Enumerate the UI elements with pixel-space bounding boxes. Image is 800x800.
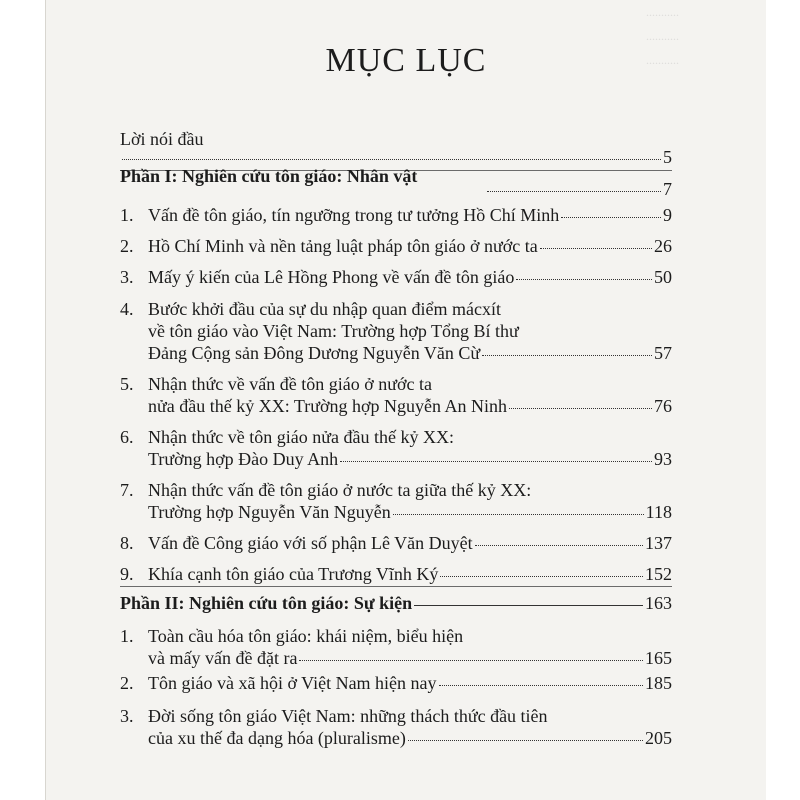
leader-dots — [440, 575, 643, 577]
toc-entry-cont — [120, 395, 672, 417]
entry-number: 5. — [120, 374, 134, 394]
entry-number: 3. — [120, 267, 134, 287]
book-page — [45, 0, 766, 800]
entry-page: 7 — [663, 179, 672, 199]
leader-dots — [475, 544, 643, 546]
toc-entry — [120, 532, 672, 554]
toc-entry — [120, 235, 672, 257]
entry-page: 50 — [654, 267, 672, 287]
show-through-text: ........... ........... ........... — [646, 5, 679, 67]
entry-page: 205 — [645, 728, 672, 748]
entry-text-line-2: nửa đầu thế kỷ XX: Trường hợp Nguyễn An Ninh — [148, 396, 508, 416]
entry-page: 137 — [645, 533, 672, 553]
entry-page: 185 — [645, 673, 672, 693]
leader-dots — [509, 407, 652, 409]
entry-page: 152 — [645, 564, 672, 584]
leader-dots — [340, 460, 652, 462]
entry-number: 8. — [120, 533, 134, 553]
entry-text-line-1: Nhận thức về vấn đề tôn giáo ở nước ta — [148, 374, 432, 394]
entry-page: 163 — [645, 593, 672, 613]
toc-entry — [120, 426, 672, 448]
entry-number: 1. — [120, 205, 134, 225]
entry-page: 57 — [654, 343, 672, 363]
leader-dots — [408, 739, 643, 741]
entry-text: Vấn đề Công giáo với số phận Lê Văn Duyệt — [148, 533, 473, 553]
leader-dots — [516, 278, 652, 280]
divider — [120, 586, 672, 587]
toc-entry — [120, 672, 672, 694]
toc-entry — [120, 563, 672, 585]
leader-dots — [299, 659, 643, 661]
toc-part-1-page — [120, 178, 672, 200]
entry-text-line-2: của xu thế đa dạng hóa (pluralisme) — [148, 728, 406, 748]
entry-text-line-2: Trường hợp Đào Duy Anh — [148, 449, 339, 469]
toc-entry-cont — [120, 727, 672, 749]
entry-number: 2. — [120, 236, 134, 256]
toc-entry — [120, 266, 672, 288]
leader-dots — [487, 190, 661, 192]
entry-text-line-2: và mấy vấn đề đặt ra — [148, 648, 298, 668]
entry-page: 93 — [654, 449, 672, 469]
leader-dots — [439, 684, 643, 686]
entry-text-line-2: Trường hợp Nguyễn Văn Nguyễn — [148, 502, 391, 522]
entry-page: 76 — [654, 396, 672, 416]
toc-entry-cont — [120, 320, 700, 342]
toc-part-2 — [120, 592, 672, 614]
entry-page: 26 — [654, 236, 672, 256]
entry-number: 7. — [120, 480, 134, 500]
toc-entry-cont — [120, 448, 672, 470]
leader-dots — [393, 513, 644, 515]
entry-number: 6. — [120, 427, 134, 447]
toc-entry — [120, 373, 672, 395]
entry-text-line-1: Toàn cầu hóa tôn giáo: khái niệm, biểu hiện — [148, 626, 464, 646]
entry-text: Vấn đề tôn giáo, tín ngưỡng trong tư tưởng Hồ Chí Minh — [148, 205, 560, 225]
entry-text: Hồ Chí Minh và nền tảng luật pháp tôn giáo ở nước ta — [148, 236, 538, 256]
leader-dots — [414, 604, 643, 606]
entry-text: Phần II: Nghiên cứu tôn giáo: Sự kiện — [120, 593, 413, 613]
entry-text-line-3: Đảng Cộng sản Đông Dương Nguyễn Văn Cừ — [148, 343, 481, 363]
entry-page: 9 — [663, 205, 672, 225]
entry-text: Tôn giáo và xã hội ở Việt Nam hiện nay — [148, 673, 437, 693]
entry-page: 118 — [645, 502, 672, 522]
entry-page: 5 — [663, 147, 672, 167]
entry-number: 9. — [120, 564, 134, 584]
toc-entry-cont — [120, 647, 672, 669]
entry-text: Khía cạnh tôn giáo của Trương Vĩnh Ký — [148, 564, 439, 584]
leader-dots — [561, 216, 661, 218]
entry-page: 165 — [645, 648, 672, 668]
toc-entry-cont — [120, 501, 672, 523]
entry-text: Lời nói đầu — [120, 129, 204, 149]
leader-dots — [540, 247, 652, 249]
page-title: MỤC LỤC — [325, 42, 487, 79]
entry-text-line-1: Đời sống tôn giáo Việt Nam: những thách thức đầu tiên — [148, 706, 548, 726]
entry-text-line-2: về tôn giáo vào Việt Nam: Trường hợp Tổng Bí thư — [148, 321, 519, 341]
entry-text: Phần I: Nghiên cứu tôn giáo: Nhân vật — [120, 166, 418, 186]
toc-entry — [120, 479, 672, 501]
entry-number: 2. — [120, 673, 134, 693]
leader-dots — [122, 158, 661, 160]
leader-dots — [482, 354, 652, 356]
entry-text: Mấy ý kiến của Lê Hồng Phong về vấn đề tôn giáo — [148, 267, 515, 287]
toc-entry — [120, 204, 672, 226]
toc-entry — [120, 705, 672, 727]
toc-entry — [120, 625, 672, 647]
entry-text-line-1: Bước khởi đầu của sự du nhập quan điểm mácxít — [148, 299, 501, 319]
entry-text-line-1: Nhận thức vấn đề tôn giáo ở nước ta giữa thế kỷ XX: — [148, 480, 532, 500]
entry-text-line-1: Nhận thức về tôn giáo nửa đầu thế kỷ XX: — [148, 427, 454, 447]
toc-entry-cont — [120, 342, 672, 364]
entry-number: 4. — [120, 299, 134, 319]
toc-entry — [120, 298, 672, 320]
entry-number: 3. — [120, 706, 134, 726]
entry-number: 1. — [120, 626, 134, 646]
